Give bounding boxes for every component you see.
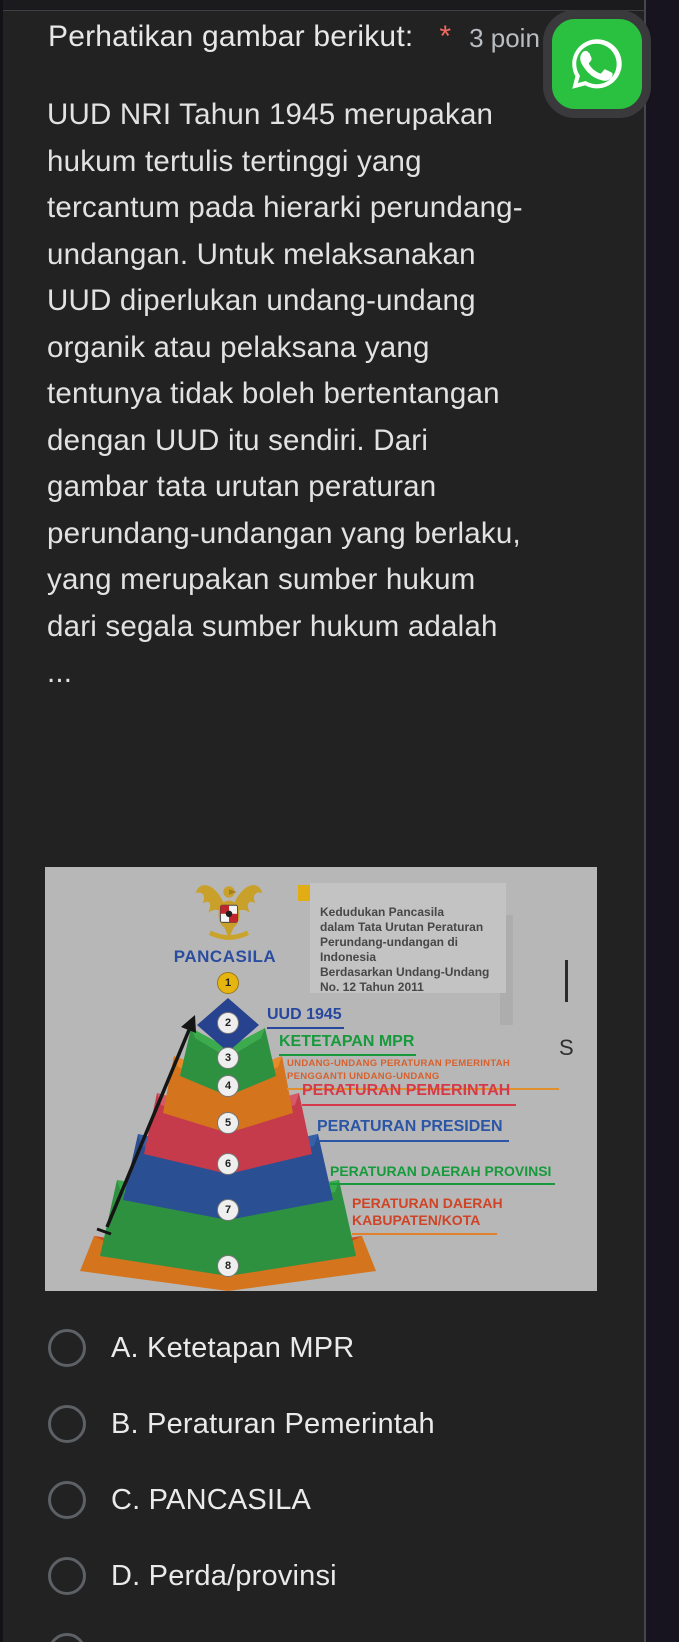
radio-option-d[interactable]	[48, 1557, 86, 1595]
label-ketetapan-mpr: KETETAPAN MPR	[279, 1033, 416, 1056]
level-number-1: 1	[217, 972, 239, 994]
page-right-gutter	[646, 0, 679, 1642]
question-image	[45, 867, 597, 1291]
radio-option-e[interactable]	[48, 1633, 86, 1642]
caption-line: Kedudukan Pancasila	[320, 905, 445, 919]
label-perda-kabupaten-kota: PERATURAN DAERAH KABUPATEN/KOTA	[352, 1195, 497, 1235]
label-uud-1945: UUD 1945	[267, 1006, 344, 1029]
level-number-8: 8	[217, 1255, 239, 1277]
option-c[interactable]	[48, 1480, 608, 1520]
option-c-label: C. PANCASILA	[111, 1483, 312, 1516]
caption-line: Berdasarkan Undang-Undang	[320, 965, 490, 979]
radio-option-c[interactable]	[48, 1481, 86, 1519]
required-asterisk: *	[439, 20, 452, 53]
question-title: Perhatikan gambar berikut:	[48, 20, 414, 53]
level-number-3: 3	[217, 1047, 239, 1069]
option-b-label: B. Peraturan Pemerintah	[111, 1407, 435, 1440]
question-body: UUD NRI Tahun 1945 merupakan hukum tertulis tertinggi yang tercantum pada hierarki perundang-undangan. Untuk melaksanakan UUD diperlukan undang-undang organik atau pelaksana yang tentunya tidak boleh bertentangan dengan UUD itu sendiri. Dari gambar tata urutan peraturan perundang-undangan yang berlaku, yang merupakan sumber hukum dari segala sumber hukum adalah ...	[47, 98, 523, 689]
level-number-2: 2	[217, 1012, 239, 1034]
option-e-partial[interactable]	[48, 1632, 608, 1642]
option-d[interactable]	[48, 1556, 608, 1596]
whatsapp-glyph	[564, 31, 630, 97]
level-number-6: 6	[217, 1153, 239, 1175]
left-edge-strip	[0, 0, 3, 1642]
caption-line: No. 12 Tahun 2011	[320, 980, 424, 994]
level-number-7: 7	[217, 1199, 239, 1221]
level-number-4: 4	[217, 1075, 239, 1097]
whatsapp-chat-head[interactable]	[543, 10, 653, 120]
whatsapp-icon[interactable]	[543, 10, 651, 118]
option-a[interactable]	[48, 1328, 608, 1368]
label-peraturan-presiden: PERATURAN PRESIDEN	[317, 1118, 509, 1142]
question-header	[48, 20, 608, 54]
option-d-label: D. Perda/provinsi	[111, 1559, 337, 1592]
caption-line: Perundang-undangan di Indonesia	[320, 935, 458, 964]
stray-letter: S	[559, 1035, 574, 1060]
label-perda-provinsi: PERATURAN DAERAH PROVINSI	[330, 1163, 555, 1185]
option-b[interactable]	[48, 1404, 608, 1444]
level-number-5: 5	[217, 1112, 239, 1134]
points-badge: 3 poin	[469, 23, 540, 53]
caption-line: dalam Tata Urutan Peraturan	[320, 920, 484, 934]
label-undang-undang-perppu: UNDANG-UNDANG PERATURAN PEMERINTAH PENGGANTI UNDANG-UNDANG	[287, 1057, 559, 1090]
radio-option-b[interactable]	[48, 1405, 86, 1443]
options-list	[48, 1328, 608, 1642]
label-peraturan-pemerintah: PERATURAN PEMERINTAH	[302, 1082, 516, 1106]
option-a-label: A. Ketetapan MPR	[111, 1331, 355, 1364]
radio-option-a[interactable]	[48, 1329, 86, 1367]
pancasila-label: PANCASILA	[173, 947, 277, 966]
